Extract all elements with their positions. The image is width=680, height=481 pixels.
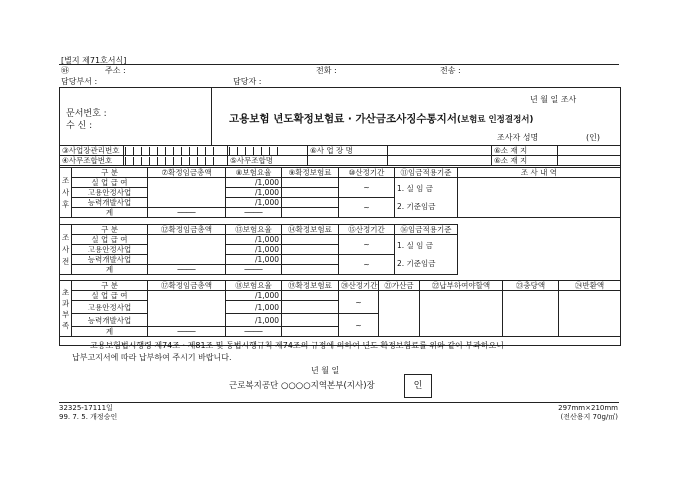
after-period-2[interactable]: ~ (339, 198, 395, 218)
levy-rate-1: /1,000 (226, 291, 282, 301)
before-period-1[interactable]: ~ (339, 235, 395, 255)
location1-value[interactable] (558, 146, 621, 156)
after-period-1[interactable]: ~ (339, 178, 395, 198)
after-col-period: ⑩산정기간 (339, 168, 395, 178)
before-basis-cell: 1. 실 임 금 2. 기준임금 (395, 235, 458, 275)
before-premium-1[interactable] (282, 235, 339, 245)
notice-date: 년 월 일 (311, 366, 340, 375)
levy-refund-cell[interactable] (559, 291, 621, 337)
levy-total-rate: ──── (226, 327, 282, 337)
levy-row-development: 능력개발사업 (72, 314, 148, 327)
mgmt-no-boxes[interactable] (124, 146, 228, 156)
levy-col-period: ⑳산정기간 (339, 281, 379, 291)
after-col-basis: ⑪임금적용기준 (395, 168, 458, 178)
levy-offset-cell[interactable] (503, 291, 559, 337)
before-rate-2: /1,000 (226, 245, 282, 255)
footer-rule (59, 402, 619, 403)
site-name-value[interactable] (388, 146, 492, 156)
levy-total-premium[interactable] (282, 327, 339, 337)
levy-wage-cell[interactable] (148, 291, 226, 327)
before-row-development: 능력개발사업 (72, 255, 148, 265)
levy-row-total: 계 (72, 327, 148, 337)
location1-label: ⑥소 재 지 (492, 146, 558, 156)
levy-col-category: 구 분 (72, 281, 148, 291)
levy-col-premium: ⑲확정보험료 (282, 281, 339, 291)
header-top-line (59, 64, 619, 65)
footer-paper: (전산용지 70g/㎡) (560, 413, 618, 421)
after-col-rate: ⑧보험요율 (226, 168, 282, 178)
after-total-wage: ──── (148, 208, 226, 218)
header-mark: ㉻ (61, 66, 69, 75)
footer-code: 32325-17111일 (59, 404, 113, 412)
location2-value[interactable] (558, 156, 621, 166)
before-col-premium: ⑭확정보험료 (282, 225, 339, 235)
levy-table (59, 280, 621, 337)
document-title: 고용보험 년도확정보험료 · 가산금조사징수통지서(보험료 인정결정서) (229, 113, 534, 125)
before-row-total: 계 (72, 265, 148, 275)
levy-total-wage: ──── (148, 327, 226, 337)
levy-col-wage: ⑰확정임금총액 (148, 281, 226, 291)
issuer-seal: 인 (404, 374, 432, 398)
after-details-cell[interactable] (458, 178, 621, 218)
survey-date: 년 월 일 조사 (530, 95, 577, 104)
before-rate-3: /1,000 (226, 255, 282, 265)
before-blank (458, 225, 622, 275)
after-rate-2: /1,000 (226, 188, 282, 198)
after-total-premium[interactable] (282, 208, 339, 218)
after-row-total: 계 (72, 208, 148, 218)
levy-row-unemployment: 실 업 급 여 (72, 291, 148, 301)
after-col-wage: ⑦확정임금총액 (148, 168, 226, 178)
before-total-premium[interactable] (282, 265, 339, 275)
notice-line-1: 고용보험법시행령 제74조 · 제81조 및 동법시행규칙 제74조의 규정에 의하여 년도 확정보험료를 위와 같이 부과하오니 (90, 341, 504, 350)
union-blank (388, 156, 492, 166)
before-total-rate: ──── (226, 265, 282, 275)
after-premium-2[interactable] (282, 188, 339, 198)
before-premium-2[interactable] (282, 245, 339, 255)
mgmt-no-label: ③사업장관리번호 (60, 146, 124, 156)
before-side-label: 조 사 전 (60, 225, 72, 275)
before-total-wage: ──── (148, 265, 226, 275)
after-row-stability: 고용안정사업 (72, 188, 148, 198)
doc-number-label: 문서번호 : (66, 109, 107, 119)
before-row-stability: 고용안정사업 (72, 245, 148, 255)
after-wage-cell[interactable] (148, 178, 226, 208)
after-rate-3: /1,000 (226, 198, 282, 208)
footer-size: 297mm×210mm (558, 404, 618, 412)
after-survey-table (59, 167, 621, 218)
after-premium-1[interactable] (282, 178, 339, 188)
levy-premium-3[interactable] (282, 314, 339, 327)
before-rate-1: /1,000 (226, 235, 282, 245)
issuer-name: 근로복지공단 ○○○○지역본부(지사)장 (229, 381, 375, 391)
before-col-basis: ⑯임금적용기준 (395, 225, 458, 235)
investigator-label: 조사자 성명 (497, 133, 539, 142)
levy-col-payable: ㉒납부하여야할액 (420, 281, 503, 291)
levy-col-rate: ⑱보험요율 (226, 281, 282, 291)
form-label: [별지 제71호서식] (61, 56, 127, 65)
before-premium-3[interactable] (282, 255, 339, 265)
location2-label: ⑥소 재 지 (492, 156, 558, 166)
mgmt-no-boxes-2[interactable] (228, 146, 308, 156)
fax-label: 전송 : (440, 66, 461, 75)
before-col-category: 구 분 (72, 225, 148, 235)
person-label: 담당자 : (233, 77, 262, 86)
levy-col-refund: ㉔반환액 (559, 281, 621, 291)
site-name-label: ⑥사 업 장 명 (308, 146, 388, 156)
after-col-category: 구 분 (72, 168, 148, 178)
levy-col-offset: ㉓충당액 (503, 281, 559, 291)
dept-label: 담당부서 : (61, 77, 98, 86)
levy-period-2[interactable]: ~ (339, 314, 379, 337)
after-col-premium: ⑨확정보험료 (282, 168, 339, 178)
union-name-label: ⑤사무조합명 (228, 156, 308, 166)
levy-rate-2: /1,000 (226, 301, 282, 314)
before-period-2[interactable]: ~ (339, 255, 395, 275)
levy-side-label: 초 과 부 족 (60, 281, 72, 337)
address-label: 주소 : (105, 66, 126, 75)
levy-period-1[interactable]: ~ (339, 291, 379, 314)
before-col-rate: ⑬보험요율 (226, 225, 282, 235)
after-side-label: 조 사 후 (60, 168, 72, 218)
levy-col-surcharge: ㉑가산금 (379, 281, 420, 291)
title-divider (211, 88, 212, 145)
levy-premium-1[interactable] (282, 291, 339, 301)
levy-payable-cell[interactable] (420, 291, 503, 337)
notice-line-2: 납부고지서에 따라 납부하여 주시기 바랍니다. (72, 353, 232, 362)
after-basis-cell: 1. 실 임 금 2. 기준임금 (395, 178, 458, 218)
levy-row-stability: 고용안정사업 (72, 301, 148, 314)
after-premium-3[interactable] (282, 198, 339, 208)
phone-label: 전화 : (316, 66, 337, 75)
after-row-development: 능력개발사업 (72, 198, 148, 208)
after-rate-1: /1,000 (226, 178, 282, 188)
before-wage-cell[interactable] (148, 235, 226, 265)
after-total-rate: ──── (226, 208, 282, 218)
footer-approval: 99. 7. 5. 개정승인 (59, 413, 118, 421)
before-row-unemployment: 실 업 급 여 (72, 235, 148, 245)
before-col-period: ⑮산정기간 (339, 225, 395, 235)
levy-surcharge-cell[interactable] (379, 291, 420, 337)
levy-premium-2[interactable] (282, 301, 339, 314)
levy-rate-3: /1,000 (226, 314, 282, 327)
before-col-wage: ⑫확정임금총액 (148, 225, 226, 235)
recipient-label: 수 신 : (66, 121, 93, 131)
after-row-unemployment: 실 업 급 여 (72, 178, 148, 188)
id-table (59, 145, 621, 166)
before-survey-table (59, 224, 621, 275)
investigator-seal-mark: (인) (586, 133, 600, 142)
union-name-value[interactable] (308, 156, 388, 166)
union-no-boxes[interactable] (124, 156, 228, 166)
after-col-details: 조 사 내 역 (458, 168, 621, 178)
union-no-label: ④사무조합번호 (60, 156, 124, 166)
